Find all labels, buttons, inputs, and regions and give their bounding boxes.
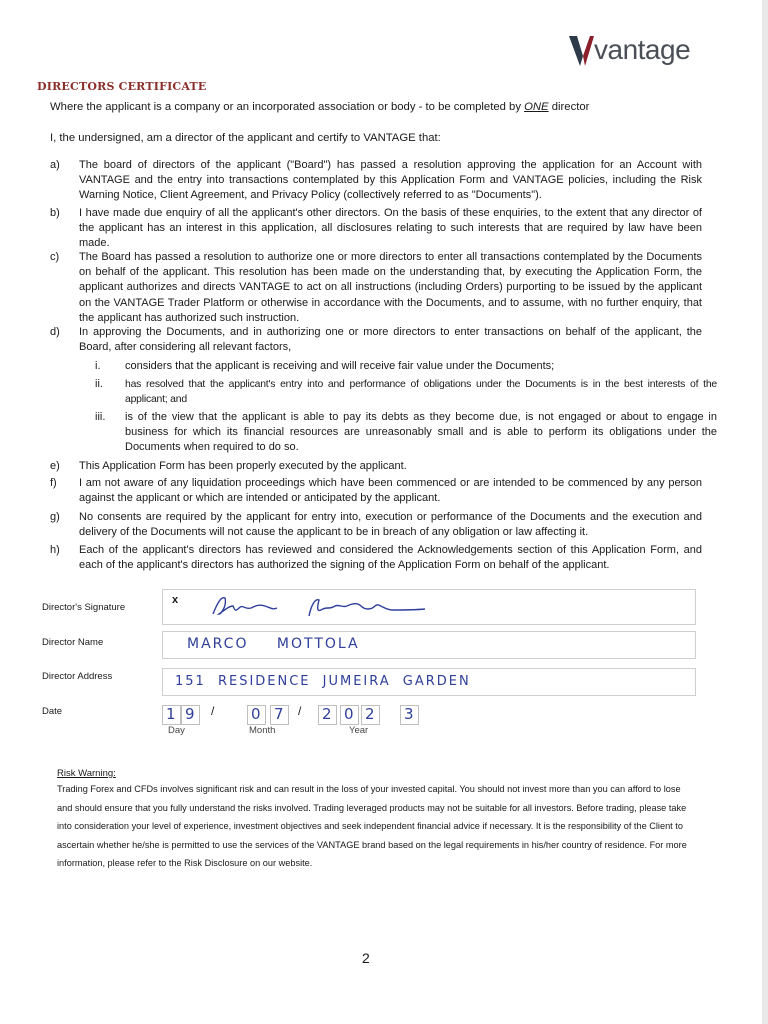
director-name-value: MARCO MOTTOLA xyxy=(187,636,360,652)
vantage-mark-icon xyxy=(568,34,594,68)
year-digit-4: 3 xyxy=(404,705,414,723)
signature-field[interactable] xyxy=(162,589,696,625)
clause-label: c) xyxy=(50,251,60,263)
name-label: Director Name xyxy=(42,637,104,648)
subtitle-pre: Where the applicant is a company or an incorporated association or body - to be completed by xyxy=(50,101,525,113)
subtitle-emphasis: ONE xyxy=(524,101,549,113)
risk-warning-heading xyxy=(57,768,116,779)
intro-text: I, the undersigned, am a director of the applicant and certify to VANTAGE that: xyxy=(50,132,441,144)
clause-label: b) xyxy=(50,207,60,219)
signature-label: Director's Signature xyxy=(42,602,126,613)
year-digit-2: 0 xyxy=(344,705,354,723)
date-slash: / xyxy=(298,704,302,718)
subclause-label: i. xyxy=(95,360,101,372)
subclause-text: has resolved that the applicant's entry into and performance of obligations under the Documents is in the best interests of the applicant; and xyxy=(125,379,717,406)
clause-text: In approving the Documents, and in authorizing one or more directors to enter transactions on behalf of the applicant, the Board, after considering all relevant factors, xyxy=(79,326,702,354)
subclause-label: iii. xyxy=(95,411,106,423)
day-digit-1: 1 xyxy=(166,705,176,723)
risk-warning-heading-text: Risk Warning: xyxy=(57,768,116,779)
year-caption: Year xyxy=(349,725,369,736)
month-digit-1: 0 xyxy=(251,705,261,723)
director-name-field[interactable] xyxy=(162,631,696,659)
clause-text: Each of the applicant's directors has reviewed and considered the Acknowledgements section of this Application Form, and each of the applicant's directors has authorized the signing of the Application Form on behalf of the applicant. xyxy=(79,544,702,572)
document-subtitle xyxy=(50,101,589,113)
director-address-value: 151 RESIDENCE JUMEIRA GARDEN xyxy=(175,674,471,689)
clause-text: I have made due enquiry of all the applicant's other directors. On the basis of these enquiries, to the extent that any director of the applicant has an interest in this application, all disclosures relating to such interests that are required by law have been made. xyxy=(79,207,702,250)
clause-label: a) xyxy=(50,159,60,171)
page-number: 2 xyxy=(362,950,370,966)
clause-text: I am not aware of any liquidation proceedings which have been commenced or are intended to be commenced by any person against the applicant or which are intended or anticipated by the applicant. xyxy=(79,477,702,505)
day-caption: Day xyxy=(168,725,185,736)
brand-name: vantage xyxy=(594,34,691,65)
clause-label: h) xyxy=(50,544,60,556)
date-label: Date xyxy=(42,706,63,717)
clause-text: The Board has passed a resolution to authorize one or more directors to enter all transactions contemplated by the Documents on behalf of the applicant. This resolution has been made on the understanding that, by executing the Application Form, the applicant authorizes and directs VANTAGE to act on all instructions (including Orders) purporting to be issued by the applicant on the VANTAGE Trader Platform or otherwise in accordance with the Documents, and to assume, with no further enquiry, that the applicant has authorized such instruction. xyxy=(79,251,702,324)
risk-warning-text: Trading Forex and CFDs involves significant risk and can result in the loss of your invested capital. You should not invest more than you can afford to lose and should ensure that you fully understand the risks involved. Trading leveraged products may not be suitable for all investors. Before trading, please take into consideration your level of experience, investment objectives and seek independent financial advice if necessary. It is the responsibility of the Client to ascertain whether he/she is permitted to use the services of the VANTAGE brand based on the legal requirements in his/her country of residence. For more information, please refer to the Risk Disclosure on our website. xyxy=(57,784,687,869)
clause-label: e) xyxy=(50,460,60,472)
clause-text: This Application Form has been properly executed by the applicant. xyxy=(79,460,407,472)
month-caption: Month xyxy=(249,725,276,736)
signature-prefix: x xyxy=(172,594,179,606)
subtitle-post: director xyxy=(548,101,590,113)
subclause-text: considers that the applicant is receiving and will receive fair value under the Documents; xyxy=(125,360,555,372)
subclause-label: ii. xyxy=(95,378,103,390)
month-digit-2: 7 xyxy=(274,705,284,723)
signature-image xyxy=(199,592,439,622)
subclause-text: is of the view that the applicant is able to pay its debts as they become due, is not engaged or about to engage in business for which its financial resources are unreasonably small and is able to perform its obligations under the Documents when required to do so. xyxy=(125,411,717,454)
address-label: Director Address xyxy=(42,671,113,682)
clause-label: d) xyxy=(50,326,60,338)
vantage-logo xyxy=(568,28,718,74)
clause-label: f) xyxy=(50,477,57,489)
year-digit-1: 2 xyxy=(322,705,332,723)
date-slash: / xyxy=(211,704,215,718)
page-edge xyxy=(762,0,768,1024)
clause-label: g) xyxy=(50,511,60,523)
director-address-field[interactable] xyxy=(162,668,696,696)
signature-text: Marco Mottola xyxy=(199,592,206,593)
clause-text: No consents are required by the applicant for entry into, execution or performance of the Documents and the execution and delivery of the Documents will not cause the applicant to be in breach of any obligation or law affecting it. xyxy=(79,511,702,539)
year-digit-3: 2 xyxy=(365,705,375,723)
clause-text: The board of directors of the applicant ("Board") has passed a resolution approving the application for an Account with VANTAGE and the entry into transactions contemplated by this Application Form and VANTAGE policies, including the Risk Warning Notice, Client Agreement, and Privacy Policy (collectively referred to as "Documents"). xyxy=(79,159,702,202)
day-digit-2: 9 xyxy=(185,705,195,723)
document-title: DIRECTORS CERTIFICATE xyxy=(37,80,207,93)
